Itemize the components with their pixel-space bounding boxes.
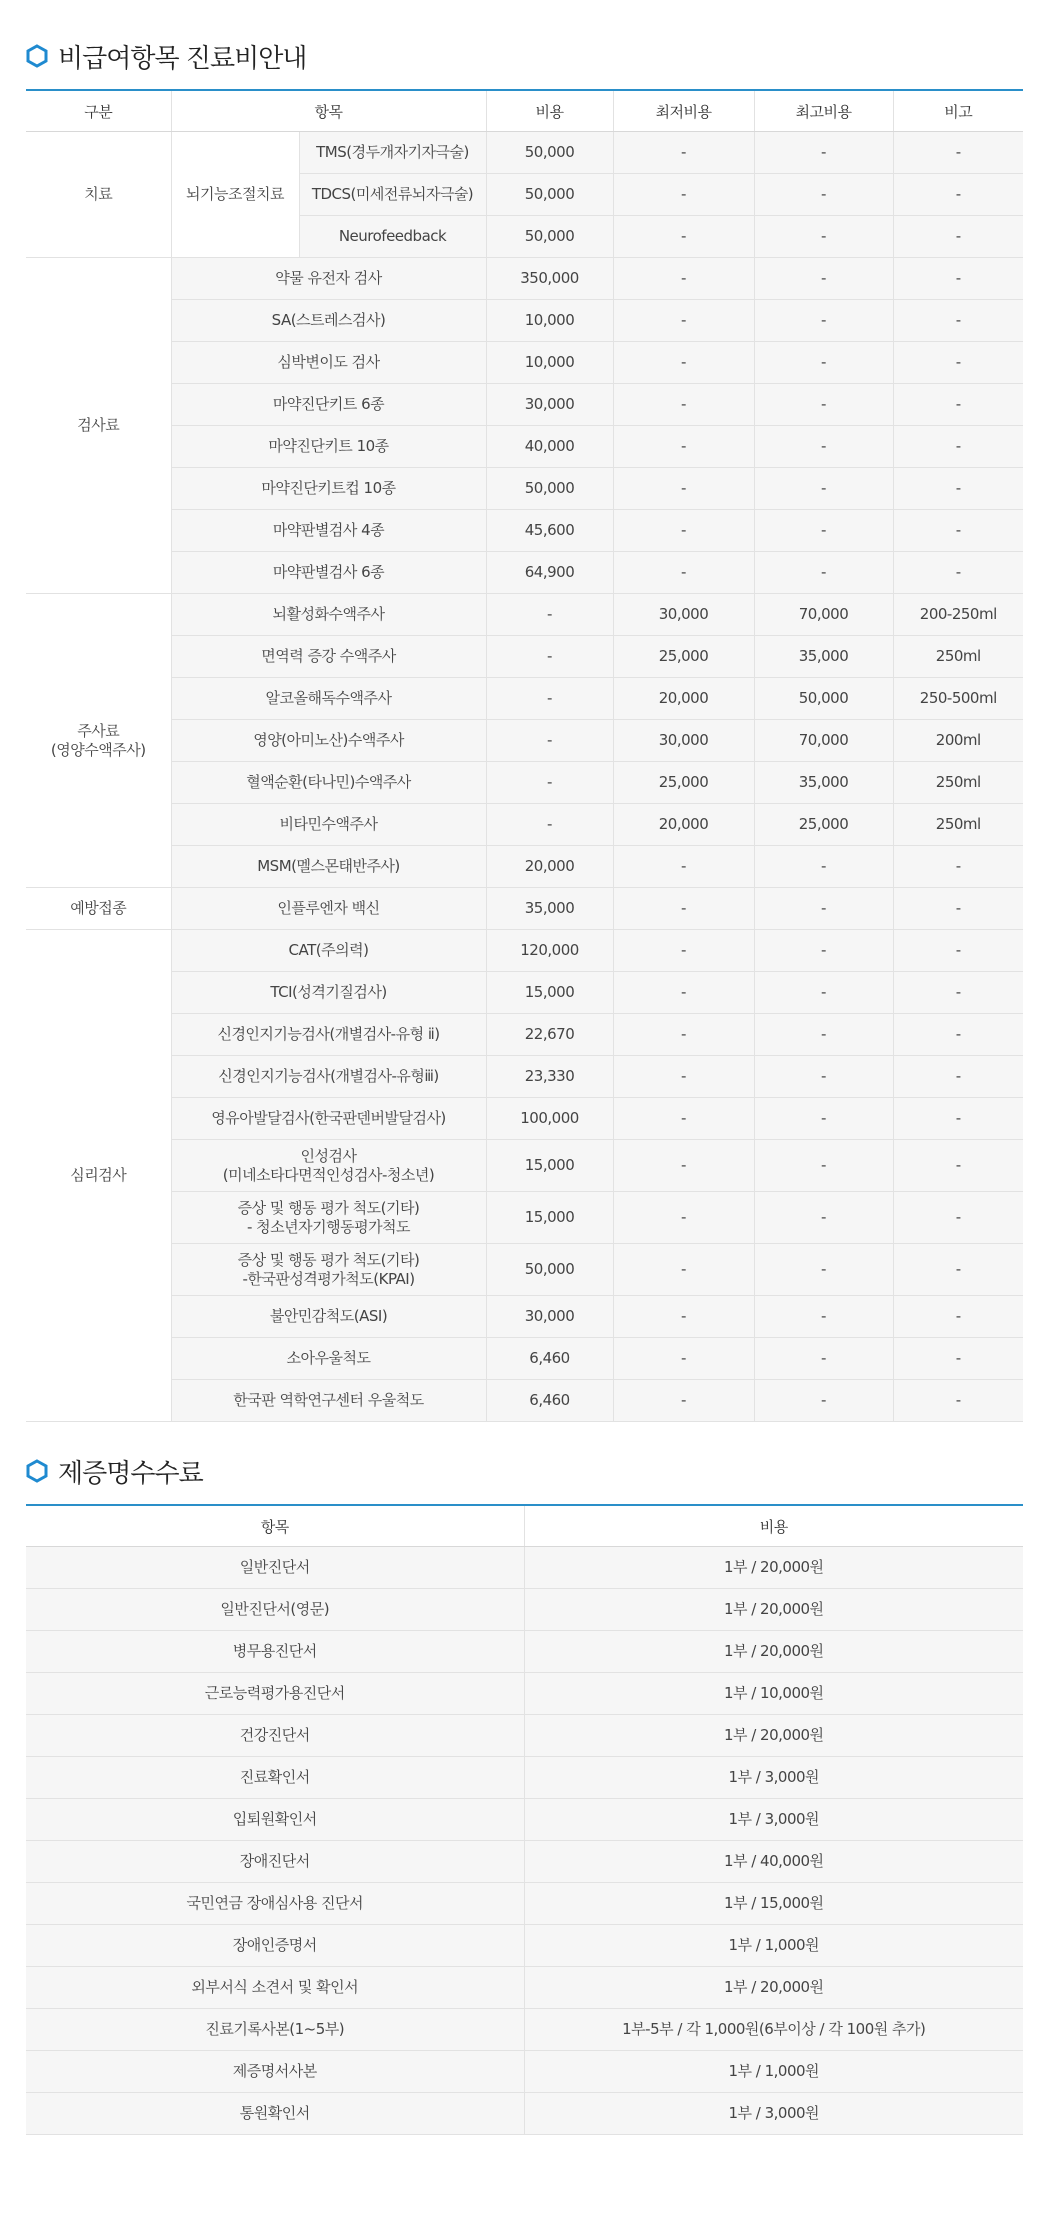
item-cell: 근로능력평가용진단서	[26, 1673, 524, 1715]
min-cost-cell: -	[613, 930, 754, 972]
cost-cell: 1부 / 20,000원	[524, 1967, 1023, 2009]
table-row	[26, 1192, 1023, 1244]
min-cost-cell: -	[613, 1192, 754, 1244]
item-cell: 소아우울척도	[171, 1338, 486, 1380]
item-cell: 입퇴원확인서	[26, 1799, 524, 1841]
category-cell: 주사료 (영양수액주사)	[26, 594, 171, 888]
table-header-row	[26, 1505, 1023, 1547]
note-cell: -	[893, 552, 1023, 594]
item-cell: 제증명서사본	[26, 2051, 524, 2093]
min-cost-cell: -	[613, 468, 754, 510]
min-cost-cell: -	[613, 1338, 754, 1380]
table-row	[26, 258, 1023, 300]
min-cost-cell: -	[613, 1244, 754, 1296]
item-cell: 일반진단서	[26, 1547, 524, 1589]
min-cost-cell: 20,000	[613, 678, 754, 720]
min-cost-cell: -	[613, 510, 754, 552]
cost-cell: -	[486, 636, 613, 678]
table-row	[26, 1757, 1023, 1799]
table-row	[26, 1140, 1023, 1192]
note-cell: -	[893, 1296, 1023, 1338]
table-row	[26, 132, 1023, 174]
table-row	[26, 2009, 1023, 2051]
cost-cell: -	[486, 678, 613, 720]
table-row	[26, 1715, 1023, 1757]
header-max: 최고비용	[754, 90, 893, 132]
header-category: 구분	[26, 90, 171, 132]
table-row	[26, 2051, 1023, 2093]
cost-cell: -	[486, 804, 613, 846]
section2-title: 제증명수수료	[58, 1458, 203, 1489]
note-cell: -	[893, 468, 1023, 510]
max-cost-cell: -	[754, 1192, 893, 1244]
max-cost-cell: 25,000	[754, 804, 893, 846]
note-cell: -	[893, 888, 1023, 930]
item-cell: MSM(멜스몬태반주사)	[171, 846, 486, 888]
max-cost-cell: 35,000	[754, 636, 893, 678]
min-cost-cell: -	[613, 1296, 754, 1338]
cost-cell: 1부 / 20,000원	[524, 1547, 1023, 1589]
note-cell: 250ml	[893, 636, 1023, 678]
table-row	[26, 1925, 1023, 1967]
min-cost-cell: -	[613, 342, 754, 384]
min-cost-cell: -	[613, 258, 754, 300]
min-cost-cell: 30,000	[613, 594, 754, 636]
cost-cell: 1부 / 1,000원	[524, 2051, 1023, 2093]
cost-cell: 1부 / 10,000원	[524, 1673, 1023, 1715]
note-cell: -	[893, 1244, 1023, 1296]
min-cost-cell: 25,000	[613, 762, 754, 804]
cost-cell: 1부 / 20,000원	[524, 1589, 1023, 1631]
cost-cell: 20,000	[486, 846, 613, 888]
section2-heading	[26, 1456, 203, 1489]
cost-cell: -	[486, 762, 613, 804]
fee-table-body	[26, 132, 1023, 1422]
item-cell: 심박변이도 검사	[171, 342, 486, 384]
note-cell: -	[893, 1014, 1023, 1056]
cost-cell: 30,000	[486, 1296, 613, 1338]
cert-table-body	[26, 1547, 1023, 2135]
item-cell: 통원확인서	[26, 2093, 524, 2135]
category-cell: 치료	[26, 132, 171, 258]
cost-cell: 64,900	[486, 552, 613, 594]
max-cost-cell: -	[754, 846, 893, 888]
max-cost-cell: 50,000	[754, 678, 893, 720]
max-cost-cell: -	[754, 1296, 893, 1338]
table-row	[26, 762, 1023, 804]
min-cost-cell: -	[613, 300, 754, 342]
cost-cell: 15,000	[486, 972, 613, 1014]
table-row	[26, 1841, 1023, 1883]
table-row	[26, 2093, 1023, 2135]
table-row	[26, 342, 1023, 384]
max-cost-cell: -	[754, 132, 893, 174]
table-row	[26, 1547, 1023, 1589]
item-cell: 증상 및 행동 평가 척도(기타) - 청소년자기행동평가척도	[171, 1192, 486, 1244]
item-cell: 신경인지기능검사(개별검사-유형 ⅱ)	[171, 1014, 486, 1056]
certificate-fee-table	[26, 1504, 1023, 2135]
table-row	[26, 1799, 1023, 1841]
min-cost-cell: -	[613, 1098, 754, 1140]
subcategory-cell: 뇌기능조절치료	[171, 132, 299, 258]
note-cell: -	[893, 1338, 1023, 1380]
max-cost-cell: -	[754, 216, 893, 258]
table-row	[26, 300, 1023, 342]
item-cell: 병무용진단서	[26, 1631, 524, 1673]
item-cell: 일반진단서(영문)	[26, 1589, 524, 1631]
min-cost-cell: -	[613, 132, 754, 174]
item-cell: 외부서식 소견서 및 확인서	[26, 1967, 524, 2009]
note-cell: -	[893, 174, 1023, 216]
item-cell: 진료기록사본(1~5부)	[26, 2009, 524, 2051]
category-cell: 예방접종	[26, 888, 171, 930]
section1-title: 비급여항목 진료비안내	[58, 43, 307, 74]
item-cell: 면역력 증강 수액주사	[171, 636, 486, 678]
cost-cell: 40,000	[486, 426, 613, 468]
cost-cell: 50,000	[486, 468, 613, 510]
note-cell: -	[893, 510, 1023, 552]
note-cell: -	[893, 384, 1023, 426]
max-cost-cell: -	[754, 426, 893, 468]
max-cost-cell: -	[754, 258, 893, 300]
min-cost-cell: 30,000	[613, 720, 754, 762]
cost-cell: -	[486, 720, 613, 762]
noncovered-fee-table	[26, 89, 1023, 1422]
max-cost-cell: -	[754, 510, 893, 552]
cost-cell: 50,000	[486, 174, 613, 216]
table-row	[26, 846, 1023, 888]
item-cell: 인성검사 (미네소타다면적인성검사-청소년)	[171, 1140, 486, 1192]
item-cell: 인플루엔자 백신	[171, 888, 486, 930]
note-cell: -	[893, 846, 1023, 888]
item-cell: SA(스트레스검사)	[171, 300, 486, 342]
cost-cell: 1부 / 15,000원	[524, 1883, 1023, 1925]
cost-cell: 23,330	[486, 1056, 613, 1098]
note-cell: -	[893, 930, 1023, 972]
table-row	[26, 1056, 1023, 1098]
table-row	[26, 384, 1023, 426]
item-cell: TDCS(미세전류뇌자극술)	[299, 174, 486, 216]
category-cell: 검사료	[26, 258, 171, 594]
note-cell: -	[893, 1140, 1023, 1192]
note-cell: -	[893, 258, 1023, 300]
table-row	[26, 888, 1023, 930]
cost-cell: 1부 / 20,000원	[524, 1631, 1023, 1673]
item-cell: 불안민감척도(ASI)	[171, 1296, 486, 1338]
cost-cell: 1부-5부 / 각 1,000원(6부이상 / 각 100원 추가)	[524, 2009, 1023, 2051]
min-cost-cell: -	[613, 888, 754, 930]
item-cell: 국민연금 장애심사용 진단서	[26, 1883, 524, 1925]
cost-cell: 10,000	[486, 300, 613, 342]
item-cell: 한국판 역학연구센터 우울척도	[171, 1380, 486, 1422]
min-cost-cell: -	[613, 384, 754, 426]
min-cost-cell: -	[613, 552, 754, 594]
max-cost-cell: -	[754, 552, 893, 594]
item-cell: 마약진단키트컵 10종	[171, 468, 486, 510]
note-cell: -	[893, 1380, 1023, 1422]
table-row	[26, 636, 1023, 678]
max-cost-cell: -	[754, 1014, 893, 1056]
table-header-row	[26, 90, 1023, 132]
header-cost: 비용	[486, 90, 613, 132]
note-cell: 200ml	[893, 720, 1023, 762]
min-cost-cell: 25,000	[613, 636, 754, 678]
note-cell: 250ml	[893, 762, 1023, 804]
min-cost-cell: -	[613, 1380, 754, 1422]
item-cell: 신경인지기능검사(개별검사-유형ⅲ)	[171, 1056, 486, 1098]
header-note: 비고	[893, 90, 1023, 132]
cost-cell: 100,000	[486, 1098, 613, 1140]
hexagon-icon	[26, 1459, 48, 1483]
item-cell: 마약진단키트 6종	[171, 384, 486, 426]
table-row	[26, 1296, 1023, 1338]
item-cell: 진료확인서	[26, 1757, 524, 1799]
cost-cell: -	[486, 594, 613, 636]
cost-cell: 15,000	[486, 1192, 613, 1244]
table-row	[26, 1631, 1023, 1673]
table-row	[26, 972, 1023, 1014]
min-cost-cell: 20,000	[613, 804, 754, 846]
category-cell: 심리검사	[26, 930, 171, 1422]
table-row	[26, 720, 1023, 762]
hexagon-icon	[26, 44, 48, 68]
cost-cell: 1부 / 20,000원	[524, 1715, 1023, 1757]
note-cell: -	[893, 1192, 1023, 1244]
table-row	[26, 804, 1023, 846]
item-cell: 마약판별검사 4종	[171, 510, 486, 552]
item-cell: 증상 및 행동 평가 척도(기타) -한국판성격평가척도(KPAI)	[171, 1244, 486, 1296]
cost-cell: 1부 / 3,000원	[524, 1757, 1023, 1799]
header-cost: 비용	[524, 1505, 1023, 1547]
cost-cell: 22,670	[486, 1014, 613, 1056]
max-cost-cell: -	[754, 342, 893, 384]
cost-cell: 120,000	[486, 930, 613, 972]
table-row	[26, 426, 1023, 468]
min-cost-cell: -	[613, 1014, 754, 1056]
header-min: 최저비용	[613, 90, 754, 132]
max-cost-cell: -	[754, 972, 893, 1014]
note-cell: 250-500ml	[893, 678, 1023, 720]
cost-cell: 50,000	[486, 216, 613, 258]
item-cell: 혈액순환(타나민)수액주사	[171, 762, 486, 804]
cost-cell: 1부 / 1,000원	[524, 1925, 1023, 1967]
cost-cell: 6,460	[486, 1380, 613, 1422]
note-cell: -	[893, 1098, 1023, 1140]
table-row	[26, 1967, 1023, 2009]
item-cell: 장애인증명서	[26, 1925, 524, 1967]
header-item: 항목	[171, 90, 486, 132]
max-cost-cell: 70,000	[754, 720, 893, 762]
max-cost-cell: -	[754, 1380, 893, 1422]
max-cost-cell: -	[754, 300, 893, 342]
item-cell: 비타민수액주사	[171, 804, 486, 846]
cost-cell: 50,000	[486, 132, 613, 174]
min-cost-cell: -	[613, 216, 754, 258]
cost-cell: 15,000	[486, 1140, 613, 1192]
section1-heading	[26, 41, 307, 74]
item-cell: 마약판별검사 6종	[171, 552, 486, 594]
table-row	[26, 1338, 1023, 1380]
item-cell: 건강진단서	[26, 1715, 524, 1757]
item-cell: 영양(아미노산)수액주사	[171, 720, 486, 762]
table-row	[26, 1380, 1023, 1422]
cost-cell: 1부 / 3,000원	[524, 1799, 1023, 1841]
table-row	[26, 1098, 1023, 1140]
table-row	[26, 1244, 1023, 1296]
table-row	[26, 510, 1023, 552]
cost-cell: 30,000	[486, 384, 613, 426]
note-cell: -	[893, 132, 1023, 174]
table-row	[26, 594, 1023, 636]
note-cell: 250ml	[893, 804, 1023, 846]
cost-cell: 6,460	[486, 1338, 613, 1380]
min-cost-cell: -	[613, 1140, 754, 1192]
table-row	[26, 1014, 1023, 1056]
min-cost-cell: -	[613, 174, 754, 216]
table-row	[26, 552, 1023, 594]
item-cell: TCI(성격기질검사)	[171, 972, 486, 1014]
min-cost-cell: -	[613, 426, 754, 468]
table-row	[26, 1673, 1023, 1715]
note-cell: 200-250ml	[893, 594, 1023, 636]
max-cost-cell: -	[754, 1098, 893, 1140]
cost-cell: 50,000	[486, 1244, 613, 1296]
table-row	[26, 678, 1023, 720]
max-cost-cell: -	[754, 1338, 893, 1380]
max-cost-cell: -	[754, 1244, 893, 1296]
note-cell: -	[893, 1056, 1023, 1098]
item-cell: 약물 유전자 검사	[171, 258, 486, 300]
cost-cell: 1부 / 3,000원	[524, 2093, 1023, 2135]
note-cell: -	[893, 972, 1023, 1014]
max-cost-cell: 70,000	[754, 594, 893, 636]
cost-cell: 35,000	[486, 888, 613, 930]
table-row	[26, 468, 1023, 510]
max-cost-cell: -	[754, 888, 893, 930]
item-cell: 장애진단서	[26, 1841, 524, 1883]
min-cost-cell: -	[613, 1056, 754, 1098]
max-cost-cell: -	[754, 1140, 893, 1192]
item-cell: 알코올해독수액주사	[171, 678, 486, 720]
note-cell: -	[893, 426, 1023, 468]
max-cost-cell: 35,000	[754, 762, 893, 804]
item-cell: 영유아발달검사(한국판덴버발달검사)	[171, 1098, 486, 1140]
cost-cell: 1부 / 40,000원	[524, 1841, 1023, 1883]
table-row	[26, 930, 1023, 972]
max-cost-cell: -	[754, 1056, 893, 1098]
note-cell: -	[893, 300, 1023, 342]
item-cell: Neurofeedback	[299, 216, 486, 258]
max-cost-cell: -	[754, 930, 893, 972]
header-item: 항목	[26, 1505, 524, 1547]
table-row	[26, 1589, 1023, 1631]
cost-cell: 10,000	[486, 342, 613, 384]
note-cell: -	[893, 342, 1023, 384]
item-cell: TMS(경두개자기자극술)	[299, 132, 486, 174]
item-cell: 뇌활성화수액주사	[171, 594, 486, 636]
cost-cell: 350,000	[486, 258, 613, 300]
max-cost-cell: -	[754, 174, 893, 216]
max-cost-cell: -	[754, 468, 893, 510]
note-cell: -	[893, 216, 1023, 258]
item-cell: CAT(주의력)	[171, 930, 486, 972]
table-row	[26, 1883, 1023, 1925]
max-cost-cell: -	[754, 384, 893, 426]
item-cell: 마약진단키트 10종	[171, 426, 486, 468]
min-cost-cell: -	[613, 846, 754, 888]
min-cost-cell: -	[613, 972, 754, 1014]
cost-cell: 45,600	[486, 510, 613, 552]
